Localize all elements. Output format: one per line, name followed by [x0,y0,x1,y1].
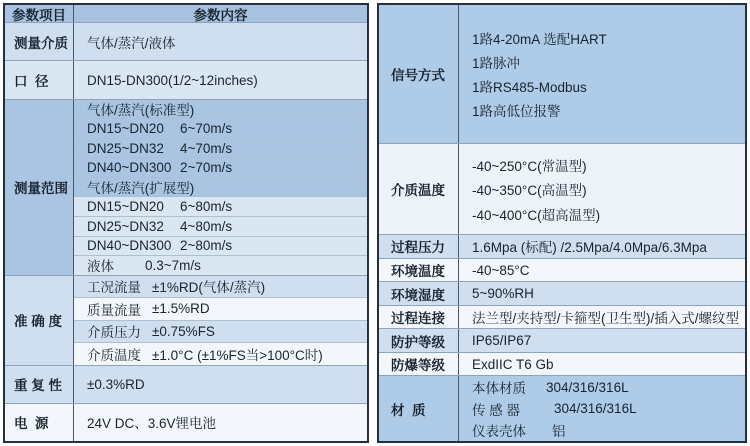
spec-name: 1路高低位报警 [472,104,561,120]
section-content-cell [459,306,745,329]
section-label-cell: 介质温度 [379,144,459,234]
spec-name: 1路4-20mA 选配HART [472,32,607,48]
section-label-cell: 材 质 [379,376,459,441]
section-label-cell: 测量范围 [5,100,74,275]
section-content-cell [459,144,745,234]
header-cell-param-name: 参数项目 [5,5,74,22]
spec-name: 工况流量 [87,280,141,296]
spec-name: -40~350°C(高温型) [472,183,587,199]
section-label-cell: 防护等级 [379,329,459,352]
spec-section [379,5,745,143]
spec-name: 气体/蒸汽/液体 [87,35,176,51]
spec-value: ±1.0°C (±1%FS当>100°C时) [152,347,323,363]
section-content-cell [459,259,745,282]
spec-name: 5~90%RH [472,286,534,302]
spec-name: 气体/蒸汽(扩展型) [87,181,195,197]
spec-row [74,404,367,441]
spec-value: 2~80m/s [180,238,233,254]
spec-value: 6~80m/s [180,199,233,215]
spec-section [379,258,745,282]
section-label-cell: 信号方式 [379,5,459,143]
spec-value: ±1.5%RD [152,301,210,317]
section-label-cell: 过程压力 [379,235,459,258]
spec-row [74,236,367,256]
spec-line [472,177,745,202]
spec-row [74,216,367,236]
spec-name: 质量流量 [87,302,141,318]
spec-line [472,74,745,98]
spec-name: 介质温度 [87,347,141,363]
spec-name: 气体/蒸汽(标准型) [87,102,195,118]
spec-line [472,282,745,305]
spec-section [379,143,745,234]
section-content-cell [459,376,745,441]
spec-value: 0.3~7m/s [145,257,201,273]
spec-row [74,118,367,138]
spec-row [74,138,367,158]
spec-row [74,100,367,119]
spec-row [74,297,367,319]
spec-line [472,235,745,258]
spec-name: 24V DC、3.6V锂电池 [87,416,217,432]
spec-name: 本体材质 [472,381,526,397]
spec-name: DN40~DN300 [87,238,172,254]
right-spec-table [377,3,747,443]
spec-line [472,353,745,376]
spec-line [472,306,745,329]
spec-name: DN15~DN20 [87,199,164,215]
spec-row [74,276,367,297]
spec-line [472,419,745,441]
spec-row [74,196,367,216]
spec-name: -40~85°C [472,262,530,278]
spec-value: 4~70m/s [180,140,233,156]
section-label-cell: 电 源 [5,404,74,441]
spec-line [472,398,745,420]
spec-name: -40~250°C(常温型) [472,158,587,174]
spec-name: 1路脉冲 [472,56,521,72]
section-rows [74,23,367,60]
spec-name: DN25~DN32 [87,218,164,234]
spec-section [379,305,745,329]
table-header-row [5,5,367,22]
section-rows [74,100,367,275]
spec-row [74,255,367,275]
spec-name: 液体 [87,259,114,275]
section-content-cell [459,329,745,352]
spec-line [472,98,745,122]
spec-row [74,342,367,364]
section-rows [74,404,367,441]
section-label-cell: 环境湿度 [379,282,459,305]
spec-name: DN15~DN20 [87,121,164,136]
spec-name: 1.6Mpa (标配) /2.5Mpa/4.0Mpa/6.3Mpa [472,240,707,256]
spec-value: ±0.75%FS [152,323,215,339]
spec-line [472,152,745,177]
spec-value: ±1%RD(气体/蒸汽) [152,280,266,296]
spec-row [74,61,367,98]
spec-value: 4~80m/s [180,218,233,234]
section-content-cell [459,282,745,305]
spec-line [472,26,745,50]
spec-section [379,281,745,305]
section-label-cell: 环境温度 [379,259,459,282]
section-label-cell: 过程连接 [379,306,459,329]
section-label-cell: 重 复 性 [5,366,74,403]
spec-name: DN15-DN300(1/2~12inches) [87,72,258,88]
spec-section [379,328,745,352]
spec-name: ±0.3%RD [87,376,145,392]
spec-name: 介质压力 [87,325,141,341]
spec-name: DN25~DN32 [87,140,164,156]
left-spec-table [3,3,369,443]
spec-line [472,376,745,398]
spec-line [472,329,745,352]
section-label-cell: 口 径 [5,61,74,98]
section-label-cell: 防爆等级 [379,353,459,376]
spec-name: 仪表壳体 [472,424,526,440]
section-rows [74,276,367,365]
spec-name: DN40~DN300 [87,160,172,176]
spec-line [472,201,745,226]
spec-value: 铝 [552,424,566,440]
spec-section [5,99,367,275]
spec-line [472,259,745,282]
spec-section [5,60,367,98]
spec-section [379,375,745,441]
spec-section [5,365,367,403]
spec-row [74,157,367,177]
spec-line [472,50,745,74]
spec-value: 304/316/316L [554,401,637,417]
spec-section [5,275,367,365]
spec-row [74,177,367,197]
spec-name: IP65/IP67 [472,333,532,349]
spec-name: -40~400°C(超高温型) [472,207,601,223]
spec-section [5,403,367,441]
section-rows [74,61,367,98]
spec-row [74,366,367,403]
spec-value: 304/316/316L [546,379,629,395]
section-content-cell [459,235,745,258]
spec-value: 2~70m/s [180,160,233,176]
section-label-cell: 准 确 度 [5,276,74,365]
spec-name: 1路RS485-Modbus [472,80,587,96]
spec-name: 法兰型/夹持型/卡箍型(卫生型)/插入式/螺纹型 [472,311,739,327]
spec-name: ExdIIC T6 Gb [472,356,554,372]
spec-row [74,23,367,60]
header-cell-param-content: 参数内容 [193,7,248,23]
section-label-cell: 测量介质 [5,23,74,60]
section-rows [74,366,367,403]
spec-section [379,352,745,376]
section-content-cell [459,353,745,376]
spec-value: 6~70m/s [180,121,233,136]
spec-name: 传 感 器 [472,402,521,418]
spec-row [74,320,367,342]
spec-section [379,234,745,258]
section-content-cell [459,5,745,143]
spec-section [5,22,367,60]
